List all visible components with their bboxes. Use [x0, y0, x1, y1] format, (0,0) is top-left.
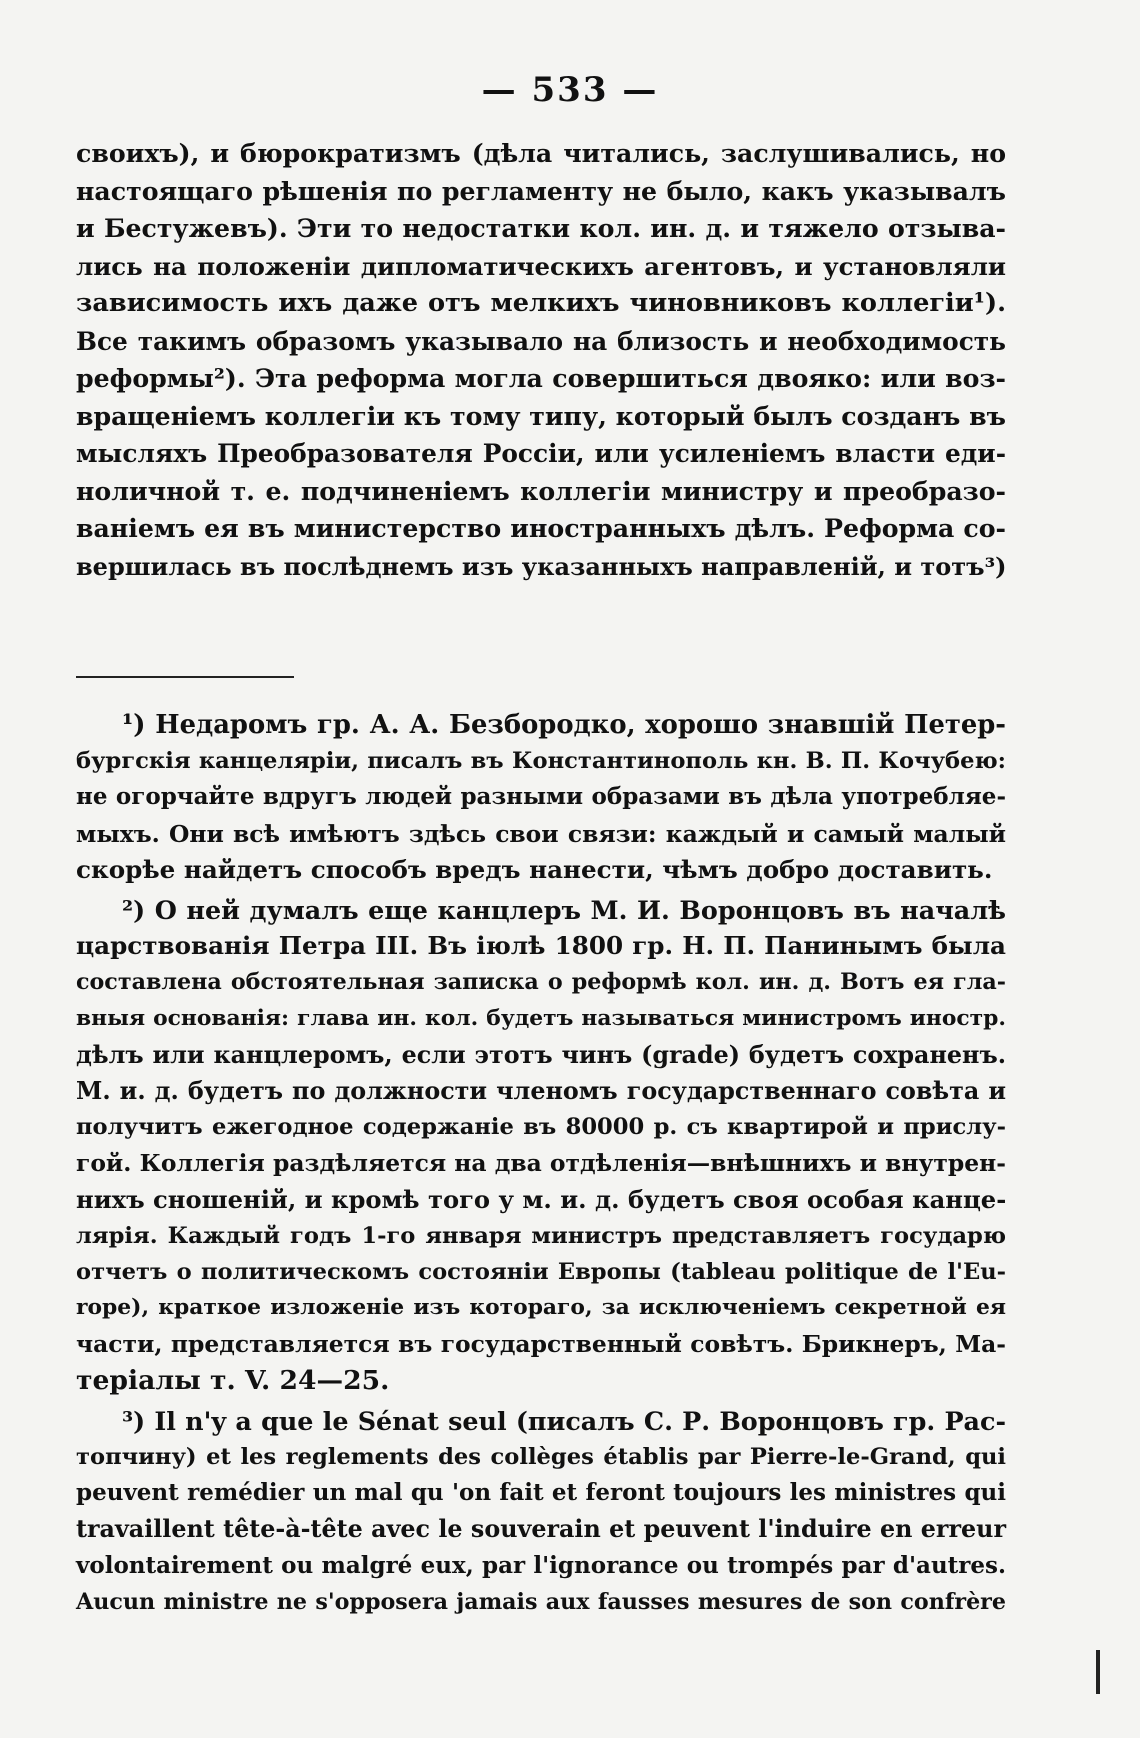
text-line: лись на положеніи дипломатическихъ агентовъ, и установляли	[76, 251, 1006, 281]
main-text	[76, 135, 1006, 585]
footnote-line: части, представляется въ государственный совѣтъ. Брикнеръ, Ма-	[76, 1330, 1006, 1359]
footnote-line: travaillent tête-à-tête avec le souverain et peuvent l'induire en erreur	[76, 1515, 1006, 1544]
footnote-line: ³) Il n'y a que le Sénat seul (писалъ С. Р. Воронцовъ гр. Рас-	[122, 1405, 1006, 1436]
text-line: и Бестужевъ). Эти то недостатки кол. ин. д. и тяжело отзыва-	[76, 213, 1006, 243]
footnote-line: скорѣе найдетъ способъ вредъ нанести, чѣмъ добро доставить.	[76, 854, 993, 884]
footnote-divider	[76, 676, 294, 678]
footnote-line: отчетъ о политическомъ состояніи Европы (tableau politique de l'Eu-	[76, 1259, 1006, 1286]
page-number: — 533 —	[481, 70, 659, 110]
text-line: вершилась въ послѣднемъ изъ указанныхъ направленій, и тотъ³)	[76, 551, 1007, 581]
footnote-1	[76, 707, 1006, 888]
text-line: ноличной т. е. подчиненіемъ коллегіи министру и преобразо-	[76, 475, 1006, 506]
footnote-line: ²) О ней думалъ еще канцлеръ М. И. Воронцовъ въ началѣ	[122, 895, 1006, 926]
text-line: настоящаго рѣшенія по регламенту не было, какъ указывалъ	[76, 175, 1006, 206]
footnote-line: Aucun ministre ne s'opposera jamais aux fausses mesures de son confrère	[76, 1588, 1006, 1615]
footnote-3	[76, 1403, 1006, 1620]
footnote-line: volontairement ou malgré eux, par l'ignorance ou trompés par d'autres.	[76, 1551, 1006, 1579]
footnote-line: rope), краткое изложеніе изъ котораго, за исключеніемъ секретной ея	[76, 1295, 1006, 1321]
text-line: Все такимъ образомъ указывало на близость и необходимость	[76, 326, 1006, 356]
footnote-line: peuvent remédier un mal qu 'on fait et feront toujours les ministres qui	[76, 1479, 1006, 1507]
footnote-line: лярія. Каждый годъ 1-го января министръ представляетъ государю	[76, 1222, 1006, 1249]
footnote-line: теріалы т. V. 24—25.	[76, 1364, 390, 1396]
footnote-line: гой. Коллегія раздѣляется на два отдѣленія—внѣшнихъ и внутрен-	[76, 1149, 1006, 1178]
text-line: реформы²). Эта реформа могла совершиться двояко: или воз-	[76, 363, 1006, 393]
footnote-line: ¹) Недаромъ гр. А. А. Безбородко, хорошо знавшій Петер-	[122, 710, 1006, 740]
footnote-line: вныя основанія: глава ин. кол. будетъ называться министромъ иностр.	[76, 1005, 1006, 1031]
text-line: своихъ), и бюрократизмъ (дѣла читались, заслушивались, но	[76, 138, 1006, 168]
footnote-line: не огорчайте вдругъ людей разными образами въ дѣла употребляе-	[76, 783, 1006, 811]
footnote-2	[76, 892, 1006, 1399]
footnote-line: получитъ ежегодное содержаніе въ 80000 р. съ квартирой и прислу-	[76, 1114, 1006, 1141]
footnote-line: царствованія Петра III. Въ іюлѣ 1800 гр. Н. П. Панинымъ была	[76, 931, 1006, 961]
footnote-line: бургскія канцеляріи, писалъ въ Константинополь кн. В. П. Кочубею:	[76, 748, 1006, 775]
text-line: вращеніемъ коллегіи къ тому типу, который былъ созданъ въ	[76, 400, 1006, 431]
footnotes	[76, 707, 1006, 1620]
footnote-line: топчину) et les reglements des collèges établis par Pierre-le-Grand, qui	[76, 1444, 1006, 1471]
footnote-line: составлена обстоятельная записка о реформѣ кол. ин. д. Вотъ ея гла-	[76, 969, 1006, 996]
text-line: ваніемъ ея въ министерство иностранныхъ дѣлъ. Реформа со-	[76, 513, 1006, 543]
footnote-line: дѣлъ или канцлеромъ, если этотъ чинъ (grade) будетъ сохраненъ.	[76, 1040, 1006, 1069]
text-line: зависимость ихъ даже отъ мелкихъ чиновниковъ коллегіи¹).	[76, 288, 1006, 318]
text-line: мысляхъ Преобразователя Россіи, или усиленіемъ власти еди-	[76, 439, 1006, 468]
footnote-line: М. и. д. будетъ по должности членомъ государственнаго совѣта и	[76, 1077, 1006, 1106]
footnote-line: мыхъ. Они всѣ имѣютъ здѣсь свои связи: каждый и самый малый	[76, 819, 1006, 848]
margin-mark	[1096, 1650, 1100, 1694]
footnote-line: нихъ сношеній, и кромѣ того у м. и. д. будетъ своя особая канце-	[76, 1184, 1007, 1214]
